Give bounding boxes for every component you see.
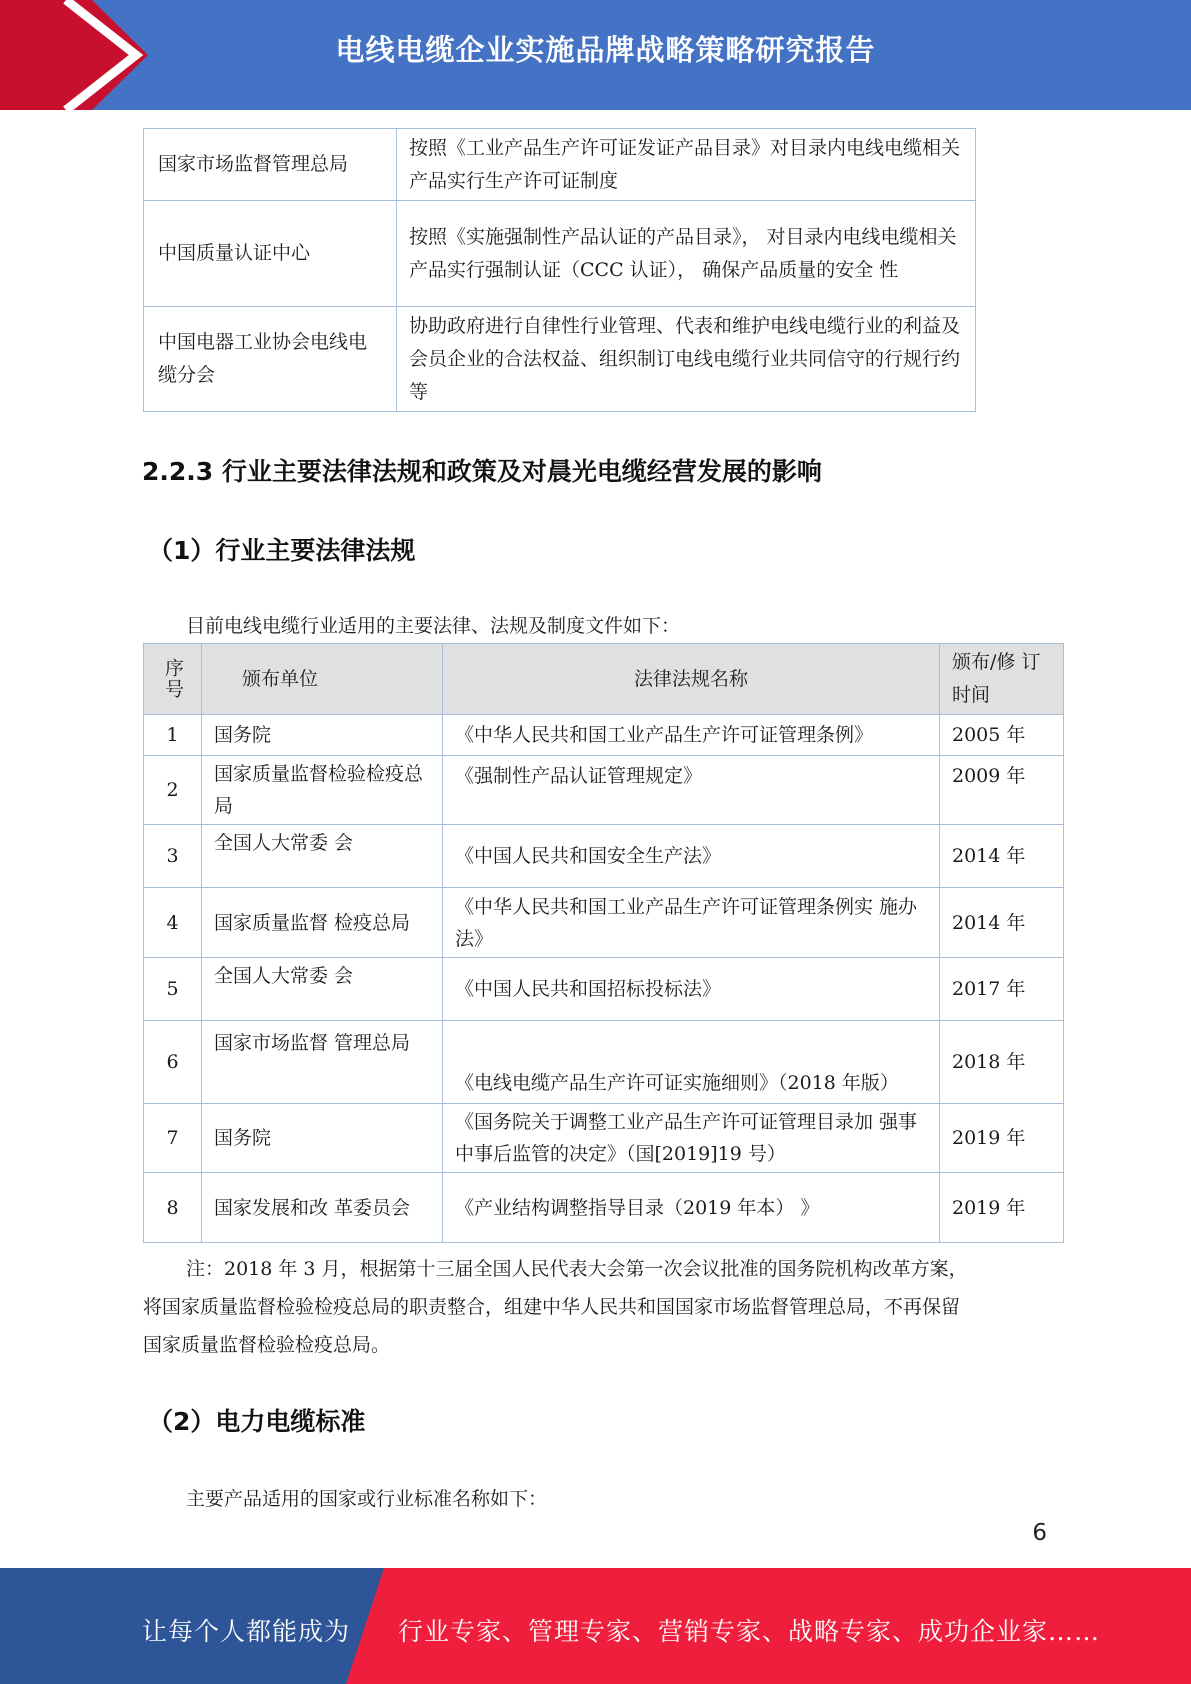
row-no: 2 — [144, 756, 202, 825]
note-line-1: 注：2018 年 3 月，根据第十三届全国人民代表大会第一次会议批准的国务院机构改革方案， — [186, 1258, 968, 1280]
table-row — [144, 307, 976, 412]
row-org: 国务院 — [202, 715, 443, 756]
row-no: 8 — [144, 1173, 202, 1243]
row-time: 2019 年 — [940, 1173, 1064, 1243]
row-law: 《国务院关于调整工业产品生产许可证管理目录加 强事中事后监管的决定》（国[2019]19 号） — [443, 1104, 940, 1173]
table-row — [144, 888, 1064, 958]
row-org: 全国人大常委 会 — [202, 958, 443, 1021]
standards-intro: 主要产品适用的国家或行业标准名称如下： — [186, 1488, 548, 1510]
regulatory-bodies-table — [143, 128, 976, 412]
table-row — [144, 756, 1064, 825]
laws-intro: 目前电线电缆行业适用的主要法律、法规及制度文件如下： — [186, 615, 681, 637]
row-law: 《中华人民共和国工业产品生产许可证管理条例实 施办法》 — [443, 888, 940, 958]
row-no: 7 — [144, 1104, 202, 1173]
laws-table — [143, 643, 1064, 1243]
footer-slogan-right: 行业专家、管理专家、营销专家、战略专家、成功企业家…… — [398, 1617, 1101, 1646]
page-number: 6 — [1032, 1520, 1047, 1546]
footer-slogan-left: 让每个人都能成为 — [142, 1617, 351, 1646]
org-cell: 国家市场监督管理总局 — [144, 129, 397, 201]
row-org: 全国人大常委 会 — [202, 825, 443, 888]
note-line-2: 将国家质量监督检验检疫总局的职责整合，组建中华人民共和国国家市场监督管理总局，不再保留 — [143, 1296, 961, 1318]
row-org: 国家市场监督 管理总局 — [202, 1021, 443, 1104]
org-cell: 中国电器工业协会电线电缆分会 — [144, 307, 397, 412]
row-no: 6 — [144, 1021, 202, 1104]
header-title: 电线电缆企业实施品牌战略策略研究报告 — [335, 33, 876, 67]
row-time: 2017 年 — [940, 958, 1064, 1021]
header-no: 序号 — [144, 644, 202, 715]
table-header-row — [144, 644, 1064, 715]
row-time: 2019 年 — [940, 1104, 1064, 1173]
org-cell: 中国质量认证中心 — [144, 201, 397, 307]
header-time: 颁布/修 订时间 — [940, 644, 1064, 715]
header-law: 法律法规名称 — [443, 644, 940, 715]
table-row — [144, 129, 976, 201]
row-org: 国务院 — [202, 1104, 443, 1173]
row-org: 国家质量监督 检疫总局 — [202, 888, 443, 958]
table-row — [144, 201, 976, 307]
row-org: 国家发展和改 革委员会 — [202, 1173, 443, 1243]
row-no: 3 — [144, 825, 202, 888]
row-law: 《中国人民共和国招标投标法》 — [443, 958, 940, 1021]
row-time: 2018 年 — [940, 1021, 1064, 1104]
table-row — [144, 1021, 1064, 1104]
row-time: 2014 年 — [940, 888, 1064, 958]
row-no: 1 — [144, 715, 202, 756]
row-no: 5 — [144, 958, 202, 1021]
subsection-heading-standards: （2）电力电缆标准 — [148, 1407, 366, 1436]
header-banner — [0, 0, 1191, 110]
note-line-3: 国家质量监督检验检疫总局。 — [143, 1334, 391, 1356]
table-row — [144, 1104, 1064, 1173]
row-time: 2009 年 — [940, 756, 1064, 825]
section-heading: 2.2.3 行业主要法律法规和政策及对晨光电缆经营发展的影响 — [142, 457, 822, 486]
footer-banner — [0, 1568, 1191, 1684]
table-row — [144, 715, 1064, 756]
row-law: 《强制性产品认证管理规定》 — [443, 756, 940, 825]
desc-cell: 按照《实施强制性产品认证的产品目录》， 对目录内电线电缆相关产品实行强制认证（CCC 认证）， 确保产品质量的安全 性 — [397, 201, 976, 307]
row-law: 《中国人民共和国安全生产法》 — [443, 825, 940, 888]
table-row — [144, 825, 1064, 888]
row-law: 《中华人民共和国工业产品生产许可证管理条例》 — [443, 715, 940, 756]
table-row — [144, 1173, 1064, 1243]
desc-cell: 按照《工业产品生产许可证发证产品目录》对目录内电线电缆相关产品实行生产许可证制度 — [397, 129, 976, 201]
table-row — [144, 958, 1064, 1021]
header-org: 颁布单位 — [202, 644, 443, 715]
subsection-heading-laws: （1）行业主要法律法规 — [148, 536, 416, 565]
row-law: 《电线电缆产品生产许可证实施细则》（2018 年版） — [443, 1021, 940, 1104]
row-time: 2014 年 — [940, 825, 1064, 888]
desc-cell: 协助政府进行自律性行业管理、代表和维护电线电缆行业的利益及会员企业的合法权益、组织制订电线电缆行业共同信守的行规行约等 — [397, 307, 976, 412]
row-org: 国家质量监督检验检疫总局 — [202, 756, 443, 825]
row-time: 2005 年 — [940, 715, 1064, 756]
row-no: 4 — [144, 888, 202, 958]
row-law: 《产业结构调整指导目录（2019 年本） 》 — [443, 1173, 940, 1243]
